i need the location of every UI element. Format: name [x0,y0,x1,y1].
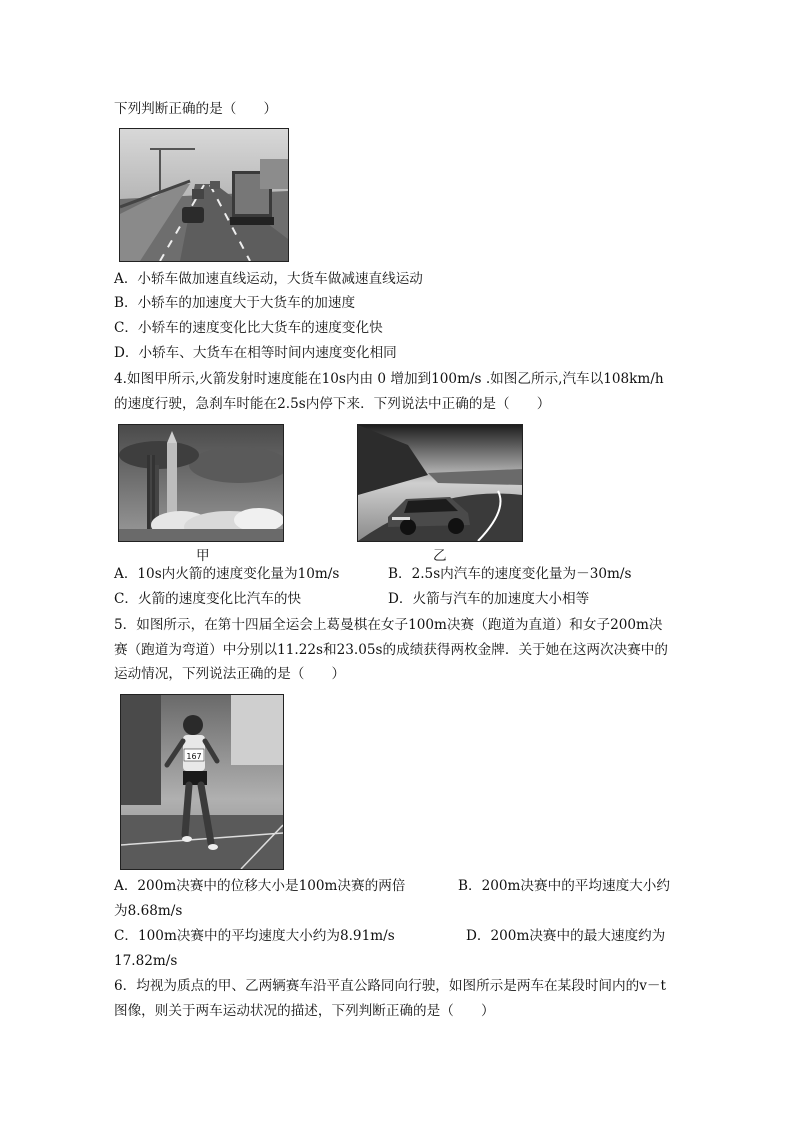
q5-option-b-line1: B．200m决赛中的平均速度大小约 [458,878,670,894]
q5-option-b-line2: 为8.68m/s [114,903,183,919]
q6-stem-line2: 图像，则关于两车运动状况的描述，下列判断正确的是（ ） [114,1003,495,1019]
q4-stem-line1: 4.如图甲所示,火箭发射时速度能在10s内由 0 增加到100m/s .如图乙所示,汽车以108km/h [114,371,664,387]
q3-option-d: D．小轿车、大货车在相等时间内速度变化相同 [114,345,397,361]
q4-option-c: C．火箭的速度变化比汽车的快 [114,591,302,607]
q3-option-b: B．小轿车的加速度大于大货车的加速度 [114,295,356,311]
q5-stem-line1: 5．如图所示，在第十四届全运会上葛曼棋在女子100m决赛（跑道为直道）和女子200m决 [114,617,663,633]
q5-stem-line3: 运动情况，下列说法正确的是（ ） [114,666,346,682]
q5-option-d-line2: 17.82m/s [114,953,178,969]
car-photo [357,424,523,542]
q3-stem: 下列判断正确的是（ ） [114,101,278,117]
figure-caption-yi: 乙 [433,548,447,564]
q5-stem-line2: 赛（跑道为弯道）中分别以11.22s和23.05s的成绩获得两枚金牌．关于她在这两次决赛中的 [114,642,668,658]
q3-option-c: C．小轿车的速度变化比大货车的速度变化快 [114,320,383,336]
q6-stem-line1: 6．均视为质点的甲、乙两辆赛车沿平直公路同向行驶，如图所示是两车在某段时间内的v－t [114,978,666,994]
q4-option-d: D．火箭与汽车的加速度大小相等 [388,591,590,607]
highway-photo [119,128,289,262]
figure-caption-jia: 甲 [196,548,210,564]
q5-option-a: A．200m决赛中的位移大小是100m决赛的两倍 [114,878,406,894]
q4-option-a: A．10s内火箭的速度变化量为10m/s [114,566,340,582]
runner-bib-number: 167 [186,752,202,761]
rocket-photo [118,424,284,542]
q4-stem-line2: 的速度行驶，急刹车时能在2.5s内停下来．下列说法中正确的是（ ） [114,396,551,412]
runner-photo [120,694,284,870]
q4-option-b: B．2.5s内汽车的速度变化量为－30m/s [388,566,632,582]
q5-option-d-line1: D．200m决赛中的最大速度约为 [466,928,666,944]
q3-option-a: A．小轿车做加速直线运动，大货车做减速直线运动 [114,271,423,287]
q5-option-c: C．100m决赛中的平均速度大小约为8.91m/s [114,928,395,944]
